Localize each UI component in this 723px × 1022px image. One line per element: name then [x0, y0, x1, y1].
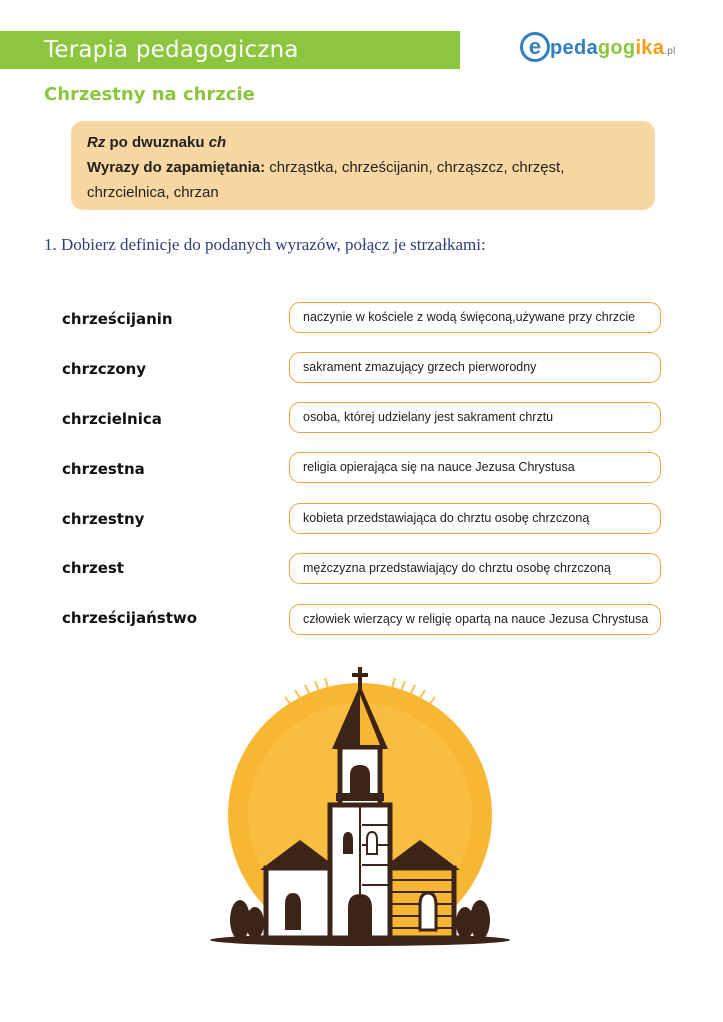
rule-info-box: [71, 121, 655, 210]
header-title-bar: [0, 31, 460, 69]
rule-mid: po dwuznaku: [109, 134, 205, 151]
definition-box[interactable]: sakrament zmazujący grzech pierworodny: [289, 352, 661, 383]
logo-part-3: ika: [635, 37, 665, 59]
words-list-2: chrzcielnica, chrzan: [87, 184, 219, 201]
rule-ch: ch: [208, 134, 227, 151]
logo-part-2: gog: [597, 37, 636, 59]
exercise-instruction: 1. Dobierz definicje do podanych wyrazów, połącz je strzałkami:: [44, 235, 486, 254]
page-title: Terapia pedagogiczna: [44, 37, 299, 63]
word-item[interactable]: chrześcijanin: [62, 310, 173, 328]
definition-box[interactable]: człowiek wierzący w religię opartą na nauce Jezusa Chrystusa: [289, 604, 661, 635]
words-line-1: [87, 155, 655, 180]
word-item[interactable]: chrzestna: [62, 460, 145, 478]
words-label: Wyrazy do zapamiętania:: [87, 159, 266, 176]
worksheet-subtitle: Chrzestny na chrzcie: [44, 84, 255, 105]
words-list-1: chrząstka, chrześcijanin, chrząszcz, chrzęst,: [269, 159, 565, 176]
definition-box[interactable]: osoba, której udzielany jest sakrament chrztu: [289, 402, 661, 433]
rule-line: [87, 130, 655, 155]
definition-box[interactable]: naczynie w kościele z wodą święconą,używane przy chrzcie: [289, 302, 661, 333]
definition-box[interactable]: religia opierająca się na nauce Jezusa Chrystusa: [289, 452, 661, 483]
definition-box[interactable]: kobieta przedstawiająca do chrztu osobę chrzczoną: [289, 503, 661, 534]
epedagogika-logo[interactable]: [520, 32, 680, 68]
word-item[interactable]: chrzest: [62, 559, 124, 577]
word-item[interactable]: chrześcijaństwo: [62, 609, 198, 627]
rule-rz: Rz: [87, 134, 106, 151]
logo-part-1: peda: [550, 37, 598, 59]
word-item[interactable]: chrzestny: [62, 510, 145, 528]
logo-e-icon: e: [520, 32, 550, 62]
definition-box[interactable]: mężczyzna przedstawiający do chrztu osobę chrzczoną: [289, 553, 661, 584]
church-icon: [200, 665, 520, 955]
word-item[interactable]: chrzcielnica: [62, 410, 162, 428]
word-item[interactable]: chrzczony: [62, 360, 147, 378]
logo-part-4: .pl: [664, 46, 676, 57]
logo-text: [550, 37, 676, 63]
